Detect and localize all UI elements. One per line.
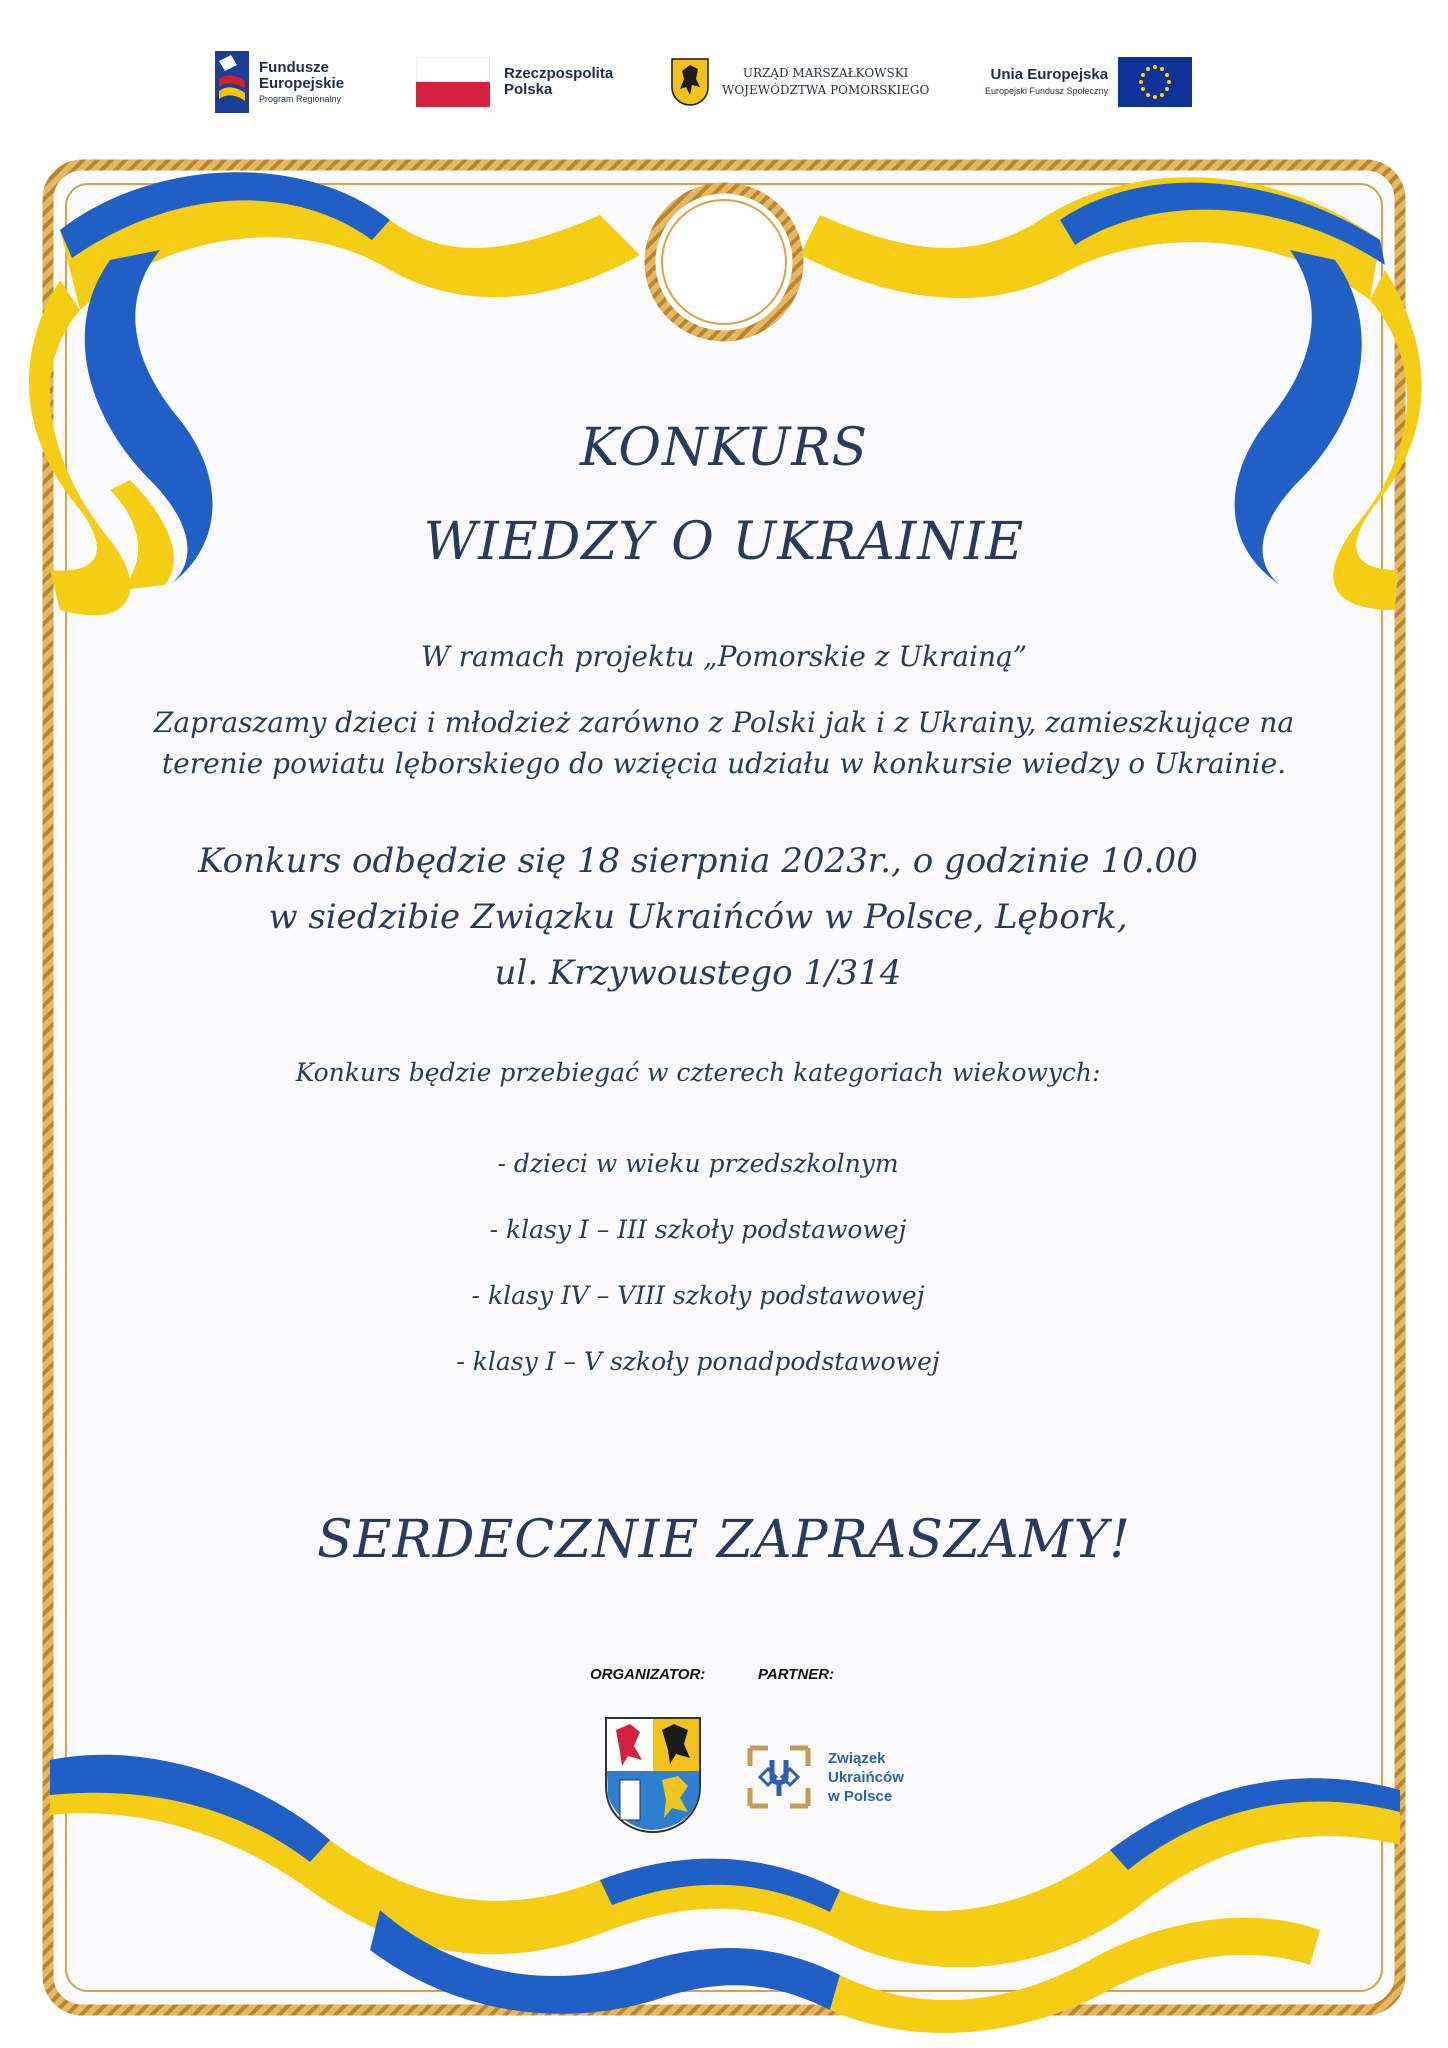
fe-line1: Fundusze: [259, 59, 329, 77]
partner-logo-line1: Związek: [828, 1749, 886, 1767]
invitation-line-2: terenie powiatu lęborskiego do wzięcia udziału w konkursie wiedzy o Ukrainie.: [161, 747, 1287, 780]
title-line-2: WIEDZY O UKRAINIE: [423, 512, 1025, 572]
sponsor-logo-bar: [0, 50, 1448, 120]
event-line-3: ul. Krzywoustego 1/314: [494, 953, 902, 993]
closing-text: SERDECZNIE ZAPRASZAMY!: [317, 1510, 1131, 1570]
logo-fundusze-europejskie: [215, 50, 344, 114]
um-line2: WOJEWÓDZTWA POMORSKIEGO: [722, 83, 930, 97]
partner-logo-line3: w Polsce: [828, 1787, 893, 1805]
project-line: W ramach projektu „Pomorskie z Ukrainą”: [420, 640, 1028, 673]
ornament-logo-icon: [740, 1738, 818, 1816]
logo-rzeczpospolita-polska: [416, 50, 613, 114]
rp-line1: Rzeczpospolita: [504, 65, 614, 83]
event-line-2: w siedzibie Związku Ukraińców w Polsce, Lębork,: [268, 897, 1128, 937]
category-item: - dzieci w wieku przedszkolnym: [497, 1149, 899, 1178]
ue-line2: Europejski Fundusz Społeczny: [985, 86, 1109, 97]
category-item: - klasy I – V szkoły ponadpodstawowej: [456, 1347, 940, 1376]
logo-unia-europejska: [985, 50, 1192, 114]
organizer-label: ORGANIZATOR:: [590, 1666, 706, 1683]
partner-logo-line2: Ukraińców: [828, 1768, 904, 1786]
categories-intro: Konkurs będzie przebiegać w czterech kategoriach wiekowych:: [295, 1058, 1101, 1087]
eu-flag-icon: [1118, 57, 1192, 107]
logo-zwiazek-ukraincow: [740, 1738, 904, 1816]
category-item: - klasy IV – VIII szkoły podstawowej: [471, 1281, 925, 1310]
fundusze-europejskie-icon: [215, 51, 249, 113]
event-line-1: Konkurs odbędzie się 18 sierpnia 2023r., o godzinie 10.00: [198, 841, 1198, 881]
category-item: - klasy I – III szkoły podstawowej: [489, 1215, 907, 1244]
lebork-county-coat-of-arms-icon: [604, 1716, 702, 1834]
polish-flag-icon: [416, 57, 490, 107]
fe-line3: Program Regionalny: [259, 93, 342, 104]
top-medallion: [650, 188, 798, 336]
partner-label: PARTNER:: [758, 1666, 835, 1683]
invitation-text: [0, 702, 1448, 784]
event-details: [0, 833, 1422, 1001]
fe-line2: Europejskie: [259, 74, 345, 92]
title-line-1: KONKURS: [579, 418, 869, 478]
ue-line1: Unia Europejska: [990, 66, 1109, 84]
um-line1: URZĄD MARSZAŁKOWSKI: [742, 66, 909, 81]
logo-urzad-marszalkowski: [670, 50, 929, 114]
rp-line2: Polska: [504, 81, 553, 98]
griffin-coat-of-arms-icon: [670, 57, 710, 107]
invitation-line-1: Zapraszamy dzieci i młodzież zarówno z Polski jak i z Ukrainy, zamieszkujące na: [153, 706, 1295, 739]
